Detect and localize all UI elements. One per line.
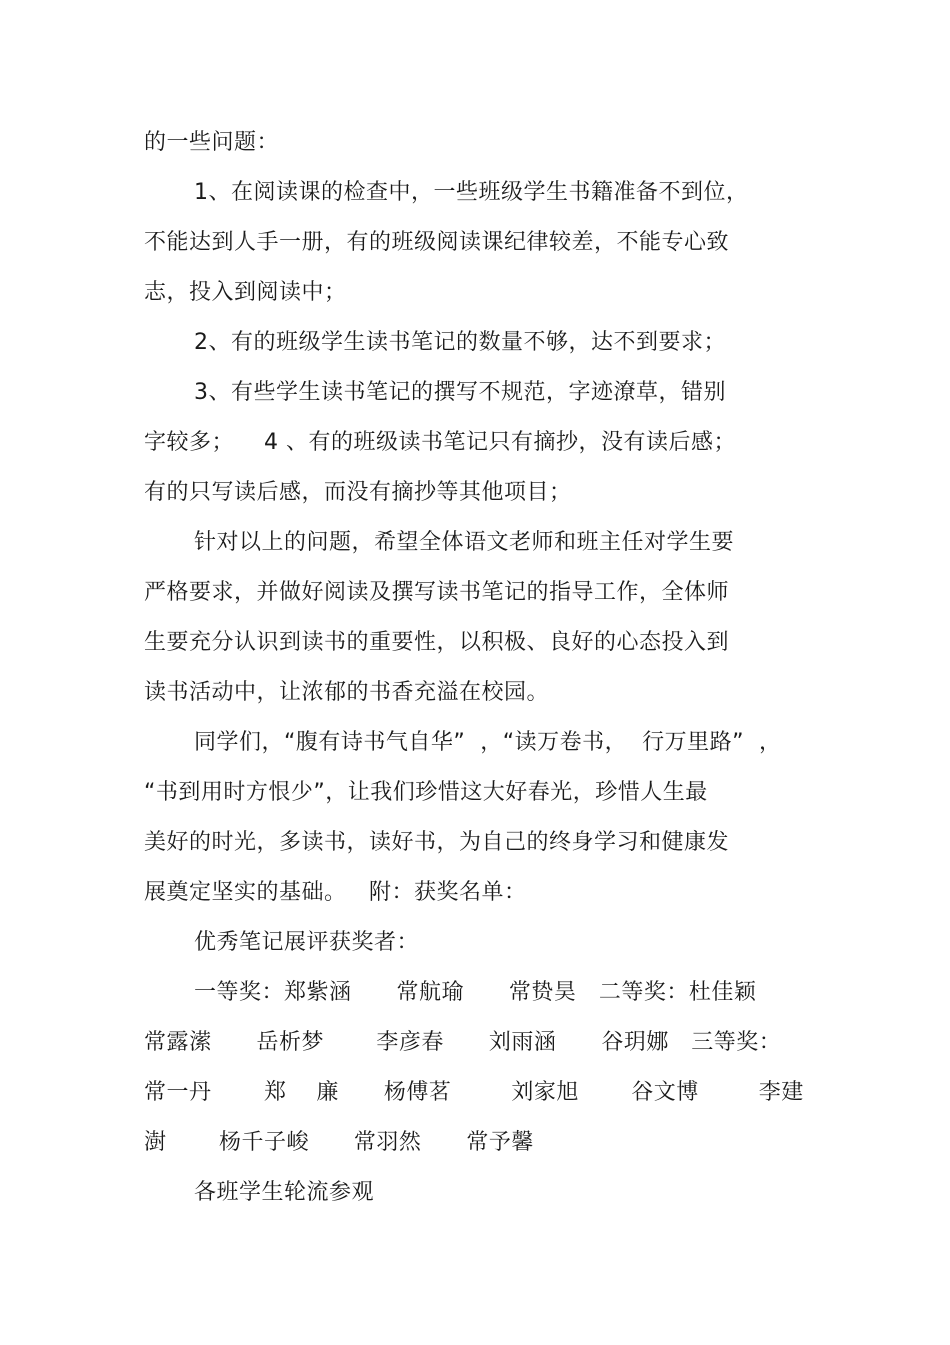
text-line: 志，投入到阅读中； [144, 280, 347, 305]
text-line: 各班学生轮流参观 [194, 1180, 375, 1205]
text-line: “书到用时方恨少”，让我们珍惜这大好春光，珍惜人生最 [144, 780, 708, 805]
text-line: 同学们，“腹有诗书气自华” ，“读万卷书， 行万里路” ， [194, 730, 782, 755]
text-line: 的一些问题： [144, 130, 280, 155]
text-line: 展奠定坚实的基础。 附：获奖名单： [144, 880, 527, 905]
text-line: 字较多； 4 、有的班级读书笔记只有摘抄，没有读后感； [144, 430, 736, 455]
text-line: 美好的时光，多读书，读好书，为自己的终身学习和健康发 [144, 830, 730, 855]
text-line: 一等奖：郑紫涵 常航瑜 常贽昊 二等奖：杜佳颖 [194, 980, 757, 1005]
text-line: 2、有的班级学生读书笔记的数量不够，达不到要求； [194, 330, 726, 355]
text-line: 1、在阅读课的检查中，一些班级学生书籍准备不到位， [194, 180, 749, 205]
text-line: 严格要求，并做好阅读及撰写读书笔记的指导工作，全体师 [144, 580, 730, 605]
text-line: 有的只写读后感，而没有摘抄等其他项目； [144, 480, 572, 505]
text-line: 不能达到人手一册，有的班级阅读课纪律较差，不能专心致 [144, 230, 730, 255]
text-line: 常一丹 郑 廉 杨傅茗 刘家旭 谷文博 李建 [144, 1080, 804, 1105]
text-line: 3、有些学生读书笔记的撰写不规范，字迹潦草，错别 [194, 380, 726, 405]
text-line: 优秀笔记展评获奖者： [194, 930, 420, 955]
text-line: 常露潆 岳析梦 李彦春 刘雨涵 谷玥娜 三等奖： [144, 1030, 782, 1055]
text-line: 生要充分认识到读书的重要性，以积极、良好的心态投入到 [144, 630, 730, 655]
text-line: 针对以上的问题，希望全体语文老师和班主任对学生要 [194, 530, 735, 555]
text-line: 澍 杨千子峻 常羽然 常予馨 [144, 1130, 534, 1155]
text-line: 读书活动中，让浓郁的书香充溢在校园。 [144, 680, 550, 705]
